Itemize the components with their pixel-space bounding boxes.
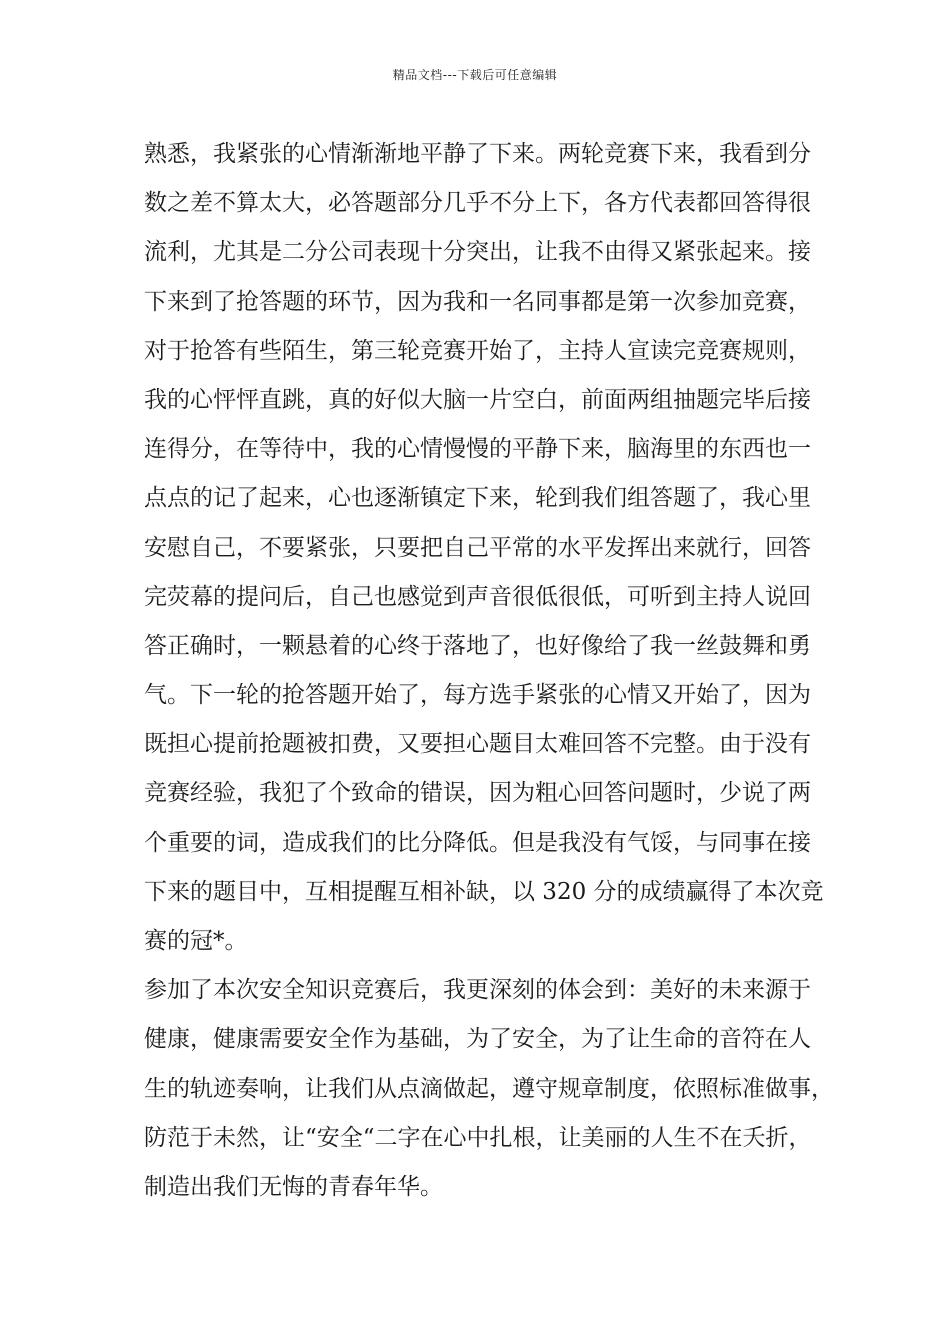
text-line: 我的心怦怦直跳，真的好似大脑一片空白，前面两组抽题完毕后接: [144, 386, 811, 413]
text-line: 生的轨迹奏响，让我们从点滴做起，遵守规章制度，依照标准做事，: [144, 1075, 834, 1102]
text-line: 防范于未然，让“安全“二字在心中扎根，让美丽的人生不在夭折，: [144, 1124, 812, 1151]
text-line: 赛的冠*。: [144, 928, 248, 954]
text-line: 安慰自己，不要紧张，只要把自己平常的水平发挥出来就行，回答: [144, 534, 811, 561]
text-line: 制造出我们无悔的青春年华。: [144, 1173, 443, 1200]
text-line: 对于抢答有些陌生，第三轮竞赛开始了，主持人宣读完竞赛规则，: [144, 337, 811, 364]
text-line: 熟悉，我紧张的心情渐渐地平静了下来。两轮竞赛下来，我看到分: [144, 141, 811, 167]
text-line: 下来的题目中，互相提醒互相补缺，以 320 分的成绩赢得了本次竞: [144, 878, 824, 905]
text-line: 流利，尤其是二分公司表现十分突出，让我不由得又紧张起来。接: [144, 239, 811, 266]
body-text: [144, 130, 834, 1212]
text-line: 个重要的词，造成我们的比分降低。但是我没有气馁，与同事在接: [144, 829, 811, 856]
text-line: 竞赛经验，我犯了个致命的错误，因为粗心回答问题时，少说了两: [144, 780, 811, 807]
text-line: 既担心提前抢题被扣费，又要担心题目太难回答不完整。由于没有: [144, 731, 811, 758]
text-line: 数之差不算太大，必答题部分几乎不分上下，各方代表都回答得很: [144, 190, 811, 217]
text-line: 点点的记了起来，心也逐渐镇定下来，轮到我们组答题了，我心里: [144, 485, 811, 512]
page-header: 精品文档---下载后可任意编辑: [392, 68, 558, 82]
text-line: 气。下一轮的抢答题开始了，每方选手紧张的心情又开始了，因为: [144, 682, 811, 709]
text-line: 连得分，在等待中，我的心情慢慢的平静下来，脑海里的东西也一: [144, 436, 811, 463]
text-line: 完荧幕的提问后，自己也感觉到声音很低很低，可听到主持人说回: [144, 583, 811, 610]
text-line: 健康，健康需要安全作为基础，为了安全，为了让生命的音符在人: [144, 1026, 811, 1053]
text-line: 参加了本次安全知识竞赛后，我更深刻的体会到：美好的未来源于: [144, 977, 811, 1004]
text-line: 答正确时，一颗悬着的心终于落地了，也好像给了我一丝鼓舞和勇: [144, 632, 811, 659]
text-line: 下来到了抢答题的环节，因为我和一名同事都是第一次参加竞赛，: [144, 288, 811, 315]
